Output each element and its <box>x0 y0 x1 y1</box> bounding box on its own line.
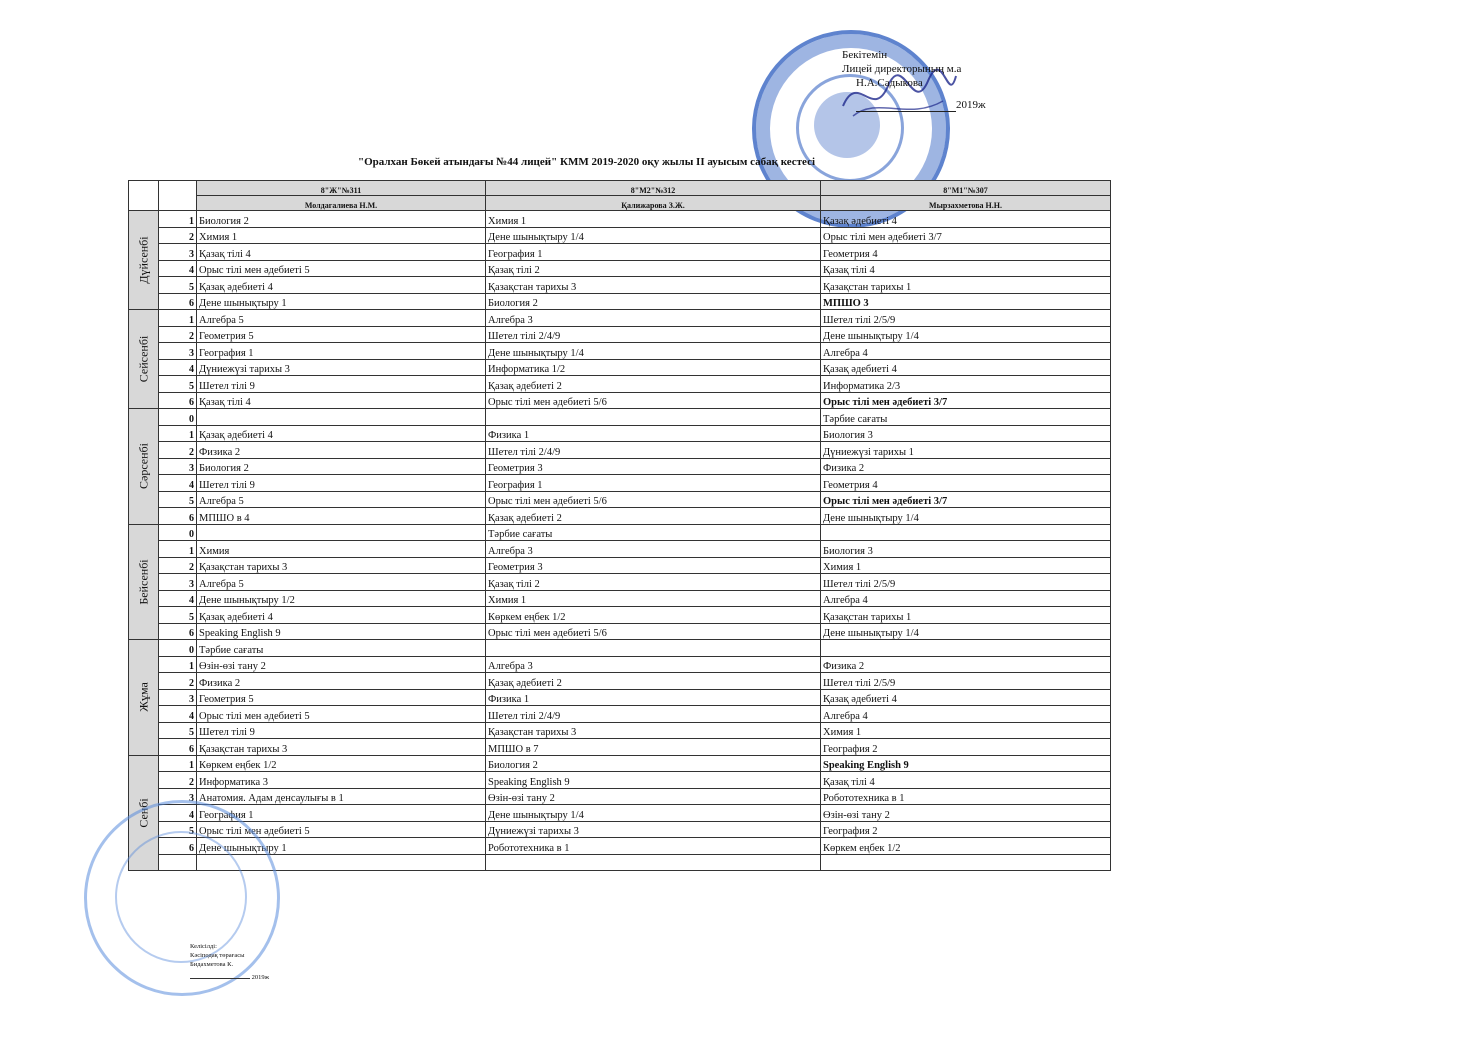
lesson-cell <box>197 524 486 541</box>
lesson-cell: Speaking English 9 <box>821 755 1111 772</box>
lesson-cell: Физика 1 <box>486 425 821 442</box>
table-row <box>129 508 1111 525</box>
schedule-table <box>128 180 1111 871</box>
lesson-cell: Қазақ тілі 2 <box>486 260 821 277</box>
lesson-cell: Қазақстан тарихы 3 <box>486 722 821 739</box>
lesson-cell: Қазақ тілі 2 <box>486 574 821 591</box>
lesson-cell: Өзін-өзі тану 2 <box>821 805 1111 822</box>
lesson-cell: Тәрбие сағаты <box>486 524 821 541</box>
table-row <box>129 706 1111 723</box>
lesson-cell: Физика 1 <box>486 689 821 706</box>
lesson-cell: Алгебра 4 <box>821 590 1111 607</box>
lesson-number: 1 <box>159 656 197 673</box>
lesson-cell: Химия 1 <box>821 557 1111 574</box>
lesson-cell: Дене шынықтыру 1/4 <box>486 227 821 244</box>
lesson-cell: Дене шынықтыру 1 <box>197 838 486 855</box>
class-header-row <box>129 181 1111 196</box>
lesson-number: 5 <box>159 607 197 624</box>
lesson-cell: Шетел тілі 2/4/9 <box>486 326 821 343</box>
lesson-cell: МПШО 3 <box>821 293 1111 310</box>
lesson-number: 6 <box>159 293 197 310</box>
document-title: "Оралхан Бөкей атындағы №44 лицей" КММ 2019-2020 оқу жылы II ауысым сабақ кестесі <box>358 156 816 168</box>
lesson-cell: Шетел тілі 9 <box>197 475 486 492</box>
approval-date-line <box>842 98 986 112</box>
table-row <box>129 343 1111 360</box>
lesson-number: 4 <box>159 359 197 376</box>
lesson-cell: Қазақ әдебиеті 4 <box>197 607 486 624</box>
lesson-number: 6 <box>159 739 197 756</box>
table-row <box>129 673 1111 690</box>
agreement-position: Кәсіподақ төрағасы <box>190 952 245 959</box>
lesson-cell: Химия 1 <box>486 590 821 607</box>
teacher-header-row <box>129 196 1111 211</box>
lesson-cell: Алгебра 3 <box>486 656 821 673</box>
lesson-cell: Қазақ әдебиеті 4 <box>197 277 486 294</box>
table-row <box>129 623 1111 640</box>
corner-cell-2 <box>159 181 197 211</box>
lesson-cell: Физика 2 <box>821 458 1111 475</box>
table-row <box>129 656 1111 673</box>
table-row <box>129 788 1111 805</box>
lesson-cell: Орыс тілі мен әдебиеті 5/6 <box>486 491 821 508</box>
lesson-cell: Қазақстан тарихы 3 <box>197 557 486 574</box>
lesson-number: 3 <box>159 689 197 706</box>
approval-position: Лицей директорының м.а <box>842 63 962 75</box>
lesson-cell: Геометрия 5 <box>197 689 486 706</box>
lesson-cell: Қазақстан тарихы 1 <box>821 277 1111 294</box>
lesson-number: 3 <box>159 574 197 591</box>
lesson-cell: Орыс тілі мен әдебиеті 3/7 <box>821 227 1111 244</box>
lesson-cell: Алгебра 5 <box>197 574 486 591</box>
lesson-number: 5 <box>159 277 197 294</box>
lesson-cell <box>486 854 821 871</box>
lesson-cell: Химия 1 <box>821 722 1111 739</box>
table-row <box>129 244 1111 261</box>
lesson-cell: Тәрбие сағаты <box>821 409 1111 426</box>
lesson-cell: Химия 1 <box>486 211 821 228</box>
agreement-name: Бидахметова К. <box>190 961 234 968</box>
lesson-cell: Орыс тілі мен әдебиеті 3/7 <box>821 491 1111 508</box>
lesson-cell: МПШО в 4 <box>197 508 486 525</box>
table-row <box>129 293 1111 310</box>
lesson-cell: Орыс тілі мен әдебиеті 5 <box>197 821 486 838</box>
lesson-cell: Физика 2 <box>197 673 486 690</box>
lesson-number: 0 <box>159 524 197 541</box>
lesson-number: 0 <box>159 640 197 657</box>
lesson-number: 0 <box>159 409 197 426</box>
lesson-cell: Өзін-өзі тану 2 <box>197 656 486 673</box>
lesson-cell: Speaking English 9 <box>486 772 821 789</box>
lesson-cell: Қазақ тілі 4 <box>821 772 1111 789</box>
day-name: Сенбі <box>136 798 150 828</box>
lesson-cell: Алгебра 5 <box>197 491 486 508</box>
lesson-number: 1 <box>159 310 197 327</box>
lesson-cell: Геометрия 4 <box>821 475 1111 492</box>
lesson-number: 2 <box>159 442 197 459</box>
table-row <box>129 805 1111 822</box>
lesson-number: 1 <box>159 211 197 228</box>
lesson-number: 3 <box>159 788 197 805</box>
lesson-number: 2 <box>159 227 197 244</box>
approval-heading: Бекітемін <box>842 49 888 61</box>
lesson-cell: Қазақ әдебиеті 4 <box>821 211 1111 228</box>
lesson-cell: Биология 2 <box>197 458 486 475</box>
agreement-heading: Келісілді: <box>190 943 217 950</box>
table-row <box>129 409 1111 426</box>
lesson-cell: Шетел тілі 2/4/9 <box>486 706 821 723</box>
lesson-cell: Информатика 3 <box>197 772 486 789</box>
day-label-cell <box>129 211 159 310</box>
lesson-number: 5 <box>159 376 197 393</box>
lesson-cell: География 1 <box>486 244 821 261</box>
lesson-cell: Қазақ әдебиеті 4 <box>821 689 1111 706</box>
lesson-cell: Алгебра 3 <box>486 541 821 558</box>
table-row <box>129 475 1111 492</box>
lesson-cell: Геометрия 4 <box>821 244 1111 261</box>
day-name: Сейсенбі <box>136 335 150 383</box>
lesson-number: 2 <box>159 326 197 343</box>
lesson-cell: Дене шынықтыру 1/4 <box>821 623 1111 640</box>
lesson-cell: Қазақ тілі 4 <box>197 392 486 409</box>
lesson-cell: Орыс тілі мен әдебиеті 3/7 <box>821 392 1111 409</box>
lesson-cell <box>486 640 821 657</box>
lesson-cell: Геометрия 3 <box>486 557 821 574</box>
day-label-cell <box>129 310 159 409</box>
table-row <box>129 211 1111 228</box>
lesson-cell: Шетел тілі 2/5/9 <box>821 673 1111 690</box>
lesson-number: 4 <box>159 706 197 723</box>
approval-block <box>842 48 986 112</box>
day-name: Жұма <box>136 682 150 713</box>
lesson-cell: Геометрия 3 <box>486 458 821 475</box>
lesson-cell: Шетел тілі 2/5/9 <box>821 310 1111 327</box>
lesson-cell: Информатика 2/3 <box>821 376 1111 393</box>
lesson-cell: География 1 <box>486 475 821 492</box>
day-name: Дүйсенбі <box>136 236 150 284</box>
lesson-cell: Алгебра 5 <box>197 310 486 327</box>
lesson-cell <box>821 524 1111 541</box>
lesson-number: 2 <box>159 772 197 789</box>
agreement-date: 2019ж <box>251 974 270 981</box>
class-name-header: 8"М1"№307 <box>821 181 1111 196</box>
lesson-cell: Робототехника в 1 <box>821 788 1111 805</box>
lesson-cell: Өзін-өзі тану 2 <box>486 788 821 805</box>
lesson-cell: География 1 <box>197 343 486 360</box>
lesson-cell: Қазақ әдебиеті 2 <box>486 508 821 525</box>
lesson-number: 5 <box>159 821 197 838</box>
table-row <box>129 359 1111 376</box>
lesson-cell: Шетел тілі 2/4/9 <box>486 442 821 459</box>
lesson-cell: Дене шынықтыру 1/4 <box>821 326 1111 343</box>
lesson-cell: География 2 <box>821 821 1111 838</box>
lesson-number: 4 <box>159 260 197 277</box>
lesson-cell: Химия 1 <box>197 227 486 244</box>
lesson-cell: Тәрбие сағаты <box>197 640 486 657</box>
day-label-cell <box>129 409 159 525</box>
corner-cell <box>129 181 159 211</box>
lesson-cell: Қазақ әдебиеті 2 <box>486 376 821 393</box>
approval-date: 2019ж <box>956 99 986 111</box>
table-row <box>129 739 1111 756</box>
lesson-cell: Дене шынықтыру 1/4 <box>821 508 1111 525</box>
lesson-cell: Дүниежүзі тарихы 3 <box>197 359 486 376</box>
lesson-cell: Алгебра 3 <box>486 310 821 327</box>
table-row <box>129 574 1111 591</box>
lesson-cell: Дене шынықтыру 1/4 <box>486 343 821 360</box>
table-row <box>129 772 1111 789</box>
lesson-cell: Қазақстан тарихы 3 <box>486 277 821 294</box>
lesson-cell: Анатомия. Адам денсаулығы в 1 <box>197 788 486 805</box>
table-row <box>129 524 1111 541</box>
table-row <box>129 590 1111 607</box>
lesson-cell: Информатика 1/2 <box>486 359 821 376</box>
lesson-cell: Қазақ әдебиеті 2 <box>486 673 821 690</box>
lesson-cell: Көркем еңбек 1/2 <box>821 838 1111 855</box>
lesson-cell: Орыс тілі мен әдебиеті 5/6 <box>486 623 821 640</box>
table-row <box>129 260 1111 277</box>
lesson-number: 3 <box>159 244 197 261</box>
day-label-cell <box>129 524 159 640</box>
lesson-cell <box>486 409 821 426</box>
lesson-cell: Дене шынықтыру 1/2 <box>197 590 486 607</box>
date-blank <box>856 101 956 112</box>
table-row <box>129 607 1111 624</box>
lesson-cell: Көркем еңбек 1/2 <box>197 755 486 772</box>
lesson-number: 5 <box>159 491 197 508</box>
table-row <box>129 557 1111 574</box>
lesson-cell: Қазақстан тарихы 1 <box>821 607 1111 624</box>
lesson-cell: Химия <box>197 541 486 558</box>
agreement-block <box>190 942 269 982</box>
lesson-cell: Көркем еңбек 1/2 <box>486 607 821 624</box>
lesson-cell: Алгебра 4 <box>821 343 1111 360</box>
table-row <box>129 491 1111 508</box>
lesson-cell: Алгебра 4 <box>821 706 1111 723</box>
lesson-cell: Қазақ тілі 4 <box>821 260 1111 277</box>
lesson-cell: Дүниежүзі тарихы 1 <box>821 442 1111 459</box>
table-row <box>129 392 1111 409</box>
lesson-number: 4 <box>159 590 197 607</box>
lesson-cell: Шетел тілі 9 <box>197 722 486 739</box>
lesson-number: 3 <box>159 343 197 360</box>
table-row <box>129 277 1111 294</box>
lesson-number: 1 <box>159 541 197 558</box>
table-row <box>129 227 1111 244</box>
lesson-cell: Биология 2 <box>486 755 821 772</box>
table-row <box>129 640 1111 657</box>
table-row <box>129 541 1111 558</box>
lesson-number: 1 <box>159 755 197 772</box>
agreement-date-line <box>190 973 269 982</box>
lesson-cell <box>821 854 1111 871</box>
lesson-cell: Физика 2 <box>197 442 486 459</box>
table-row <box>129 854 1111 871</box>
day-name: Сәрсенбі <box>136 443 150 490</box>
lesson-number: 4 <box>159 475 197 492</box>
lesson-cell: Шетел тілі 9 <box>197 376 486 393</box>
lesson-number: 2 <box>159 557 197 574</box>
lesson-cell <box>821 640 1111 657</box>
lesson-cell: География 1 <box>197 805 486 822</box>
teacher-header: Молдагалиева Н.М. <box>197 196 486 211</box>
approval-name: Н.А.Садыкова <box>856 77 923 89</box>
table-row <box>129 458 1111 475</box>
table-row <box>129 376 1111 393</box>
lesson-cell: Қазақ тілі 4 <box>197 244 486 261</box>
lesson-cell: Шетел тілі 2/5/9 <box>821 574 1111 591</box>
teacher-header: Қалижарова З.Ж. <box>486 196 821 211</box>
lesson-number: 4 <box>159 805 197 822</box>
lesson-cell: Speaking English 9 <box>197 623 486 640</box>
lesson-cell: Биология 3 <box>821 541 1111 558</box>
lesson-cell: Дүниежүзі тарихы 3 <box>486 821 821 838</box>
lesson-cell <box>197 409 486 426</box>
class-name-header: 8"Ж"№311 <box>197 181 486 196</box>
lesson-cell: Қазақ әдебиеті 4 <box>197 425 486 442</box>
lesson-cell: Қазақстан тарихы 3 <box>197 739 486 756</box>
lesson-cell: Дене шынықтыру 1/4 <box>486 805 821 822</box>
lesson-number: 6 <box>159 508 197 525</box>
lesson-cell: Геометрия 5 <box>197 326 486 343</box>
lesson-cell: МПШО в 7 <box>486 739 821 756</box>
lesson-cell: Биология 2 <box>486 293 821 310</box>
lesson-cell: Қазақ әдебиеті 4 <box>821 359 1111 376</box>
lesson-number: 2 <box>159 673 197 690</box>
table-row <box>129 442 1111 459</box>
table-row <box>129 838 1111 855</box>
day-name: Бейсенбі <box>136 559 150 605</box>
lesson-cell: Биология 2 <box>197 211 486 228</box>
lesson-cell: Орыс тілі мен әдебиеті 5/6 <box>486 392 821 409</box>
table-row <box>129 689 1111 706</box>
lesson-number: 3 <box>159 458 197 475</box>
table-row <box>129 425 1111 442</box>
lesson-cell: Дене шынықтыру 1 <box>197 293 486 310</box>
lesson-cell: Орыс тілі мен әдебиеті 5 <box>197 260 486 277</box>
table-row <box>129 821 1111 838</box>
teacher-header: Мырзахметова Н.Н. <box>821 196 1111 211</box>
class-name-header: 8"М2"№312 <box>486 181 821 196</box>
lesson-cell: Биология 3 <box>821 425 1111 442</box>
table-row <box>129 326 1111 343</box>
lesson-number: 6 <box>159 838 197 855</box>
lesson-number: 6 <box>159 623 197 640</box>
lesson-cell: Робототехника в 1 <box>486 838 821 855</box>
table-row <box>129 310 1111 327</box>
lesson-number: 6 <box>159 392 197 409</box>
lesson-cell: Орыс тілі мен әдебиеті 5 <box>197 706 486 723</box>
table-row <box>129 722 1111 739</box>
lesson-cell: География 2 <box>821 739 1111 756</box>
day-label-cell <box>129 640 159 756</box>
lesson-number: 5 <box>159 722 197 739</box>
lesson-number: 1 <box>159 425 197 442</box>
table-row <box>129 755 1111 772</box>
lesson-cell: Физика 2 <box>821 656 1111 673</box>
